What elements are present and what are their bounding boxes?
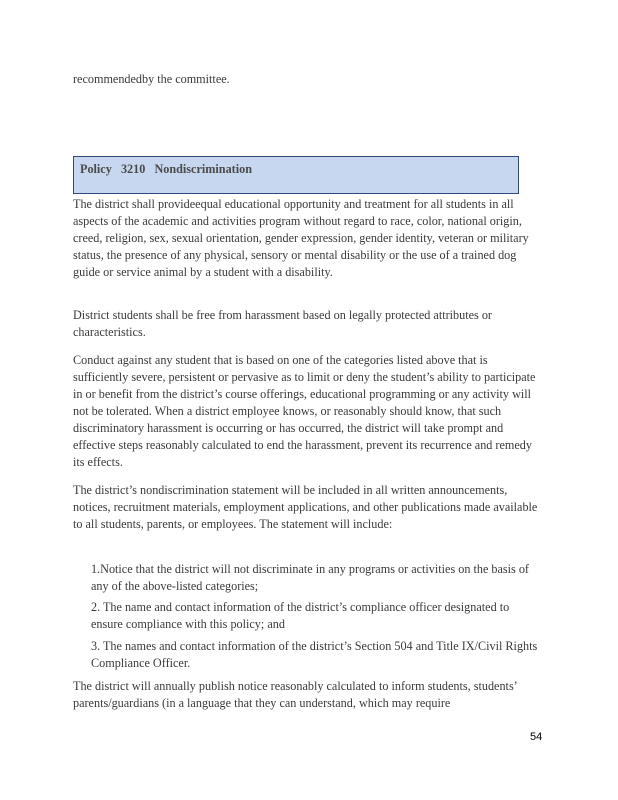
- policy-heading: Policy 3210 Nondiscrimination: [80, 162, 252, 176]
- list-item-notice: 1.Notice that the district will not discriminate in any programs or activities on the basis of any of the above-listed categories;: [91, 562, 529, 593]
- paragraph-annual-notice: The district will annually publish notice reasonably calculated to inform students, students’ parents/guardians (in a language that they can understand, which may require: [73, 679, 517, 710]
- page-number: 54: [530, 731, 543, 743]
- paragraph-statement: The district’s nondiscrimination statement will be included in all written announcements, notices, recruitment materials, employment applications, and other publications made available to all students, parents, or employees. The statement will include:: [73, 483, 538, 531]
- list-item-compliance-officer: 2. The name and contact information of the district’s compliance officer designated to ensure compliance with this policy; and: [91, 600, 510, 631]
- list-item-section-504: 3. The names and contact information of the district’s Section 504 and Title IX/Civil Rights Compliance Officer.: [91, 639, 538, 670]
- intro-fragment: recommendedby the committee.: [73, 72, 230, 86]
- paragraph-equal-opportunity: The district shall provideequal educational opportunity and treatment for all students in all aspects of the academic and activities program without regard to race, color, national origin, creed, religion, sex, sexual orientation, gender expression, gender identity, veteran or military status, the presence of any physical, sensory or mental disability or the use of a trained dog guide or service animal by a student with a disability.: [73, 197, 529, 279]
- paragraph-harassment-free: District students shall be free from harassment based on legally protected attributes or characteristics.: [73, 308, 492, 339]
- paragraph-conduct: Conduct against any student that is based on one of the categories listed above that is sufficiently severe, persistent or pervasive as to limit or deny the student’s ability to participate in or benefit from the district’s course offerings, educational programming or any activity will not be tolerated. When a district employee knows, or reasonably should know, that such discriminatory harassment is occurring or has occurred, the district will take prompt and effective steps reasonably calculated to end the harassment, prevent its recurrence and remedy its effects.: [73, 353, 536, 469]
- policy-heading-box: [73, 156, 519, 194]
